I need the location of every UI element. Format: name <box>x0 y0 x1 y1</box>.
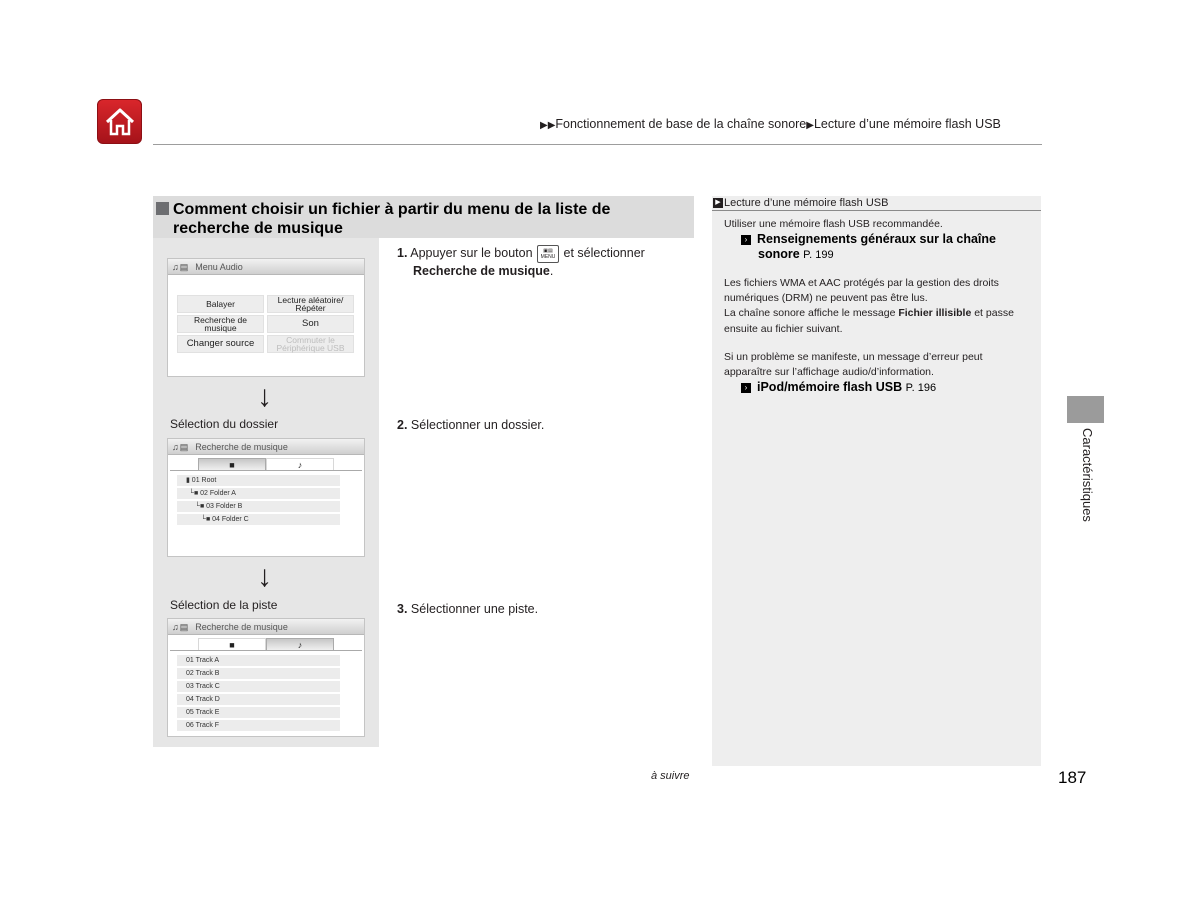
tab-folders[interactable] <box>198 638 266 650</box>
search-tabs <box>198 458 336 470</box>
track-row[interactable]: 04 Track D <box>177 694 340 705</box>
heading-square-icon <box>156 202 169 215</box>
notes-sidebar <box>712 196 1041 766</box>
folder-row[interactable]: └■ 04 Folder C <box>177 514 340 525</box>
breadcrumb-arrow-icon: ▶ <box>806 120 814 131</box>
random-repeat-button[interactable]: Lecture aléatoire/ Répéter <box>267 295 354 313</box>
folder-row[interactable]: └■ 02 Folder A <box>177 488 340 499</box>
note-text: apparaître sur l’affichage audio/d’information. <box>724 366 934 378</box>
menu-button-icon: ▣▤ MENU <box>537 245 559 263</box>
folder-icon: ■ <box>229 640 235 650</box>
tab-divider <box>170 650 362 651</box>
section-title: Comment choisir un fichier à partir du menu de la liste de recherche de musique <box>173 201 611 237</box>
scan-button[interactable]: Balayer <box>177 295 264 313</box>
home-icon <box>103 105 137 139</box>
track-row[interactable]: 01 Track A <box>177 655 340 666</box>
cross-reference-link[interactable]: › Renseignements généraux sur la chaîne <box>741 232 996 247</box>
cross-reference-link[interactable]: sonore P. 199 <box>758 247 834 261</box>
down-arrow-icon: ↓ <box>257 380 272 413</box>
search-tabs <box>198 638 336 650</box>
continued-note: à suivre <box>651 770 690 782</box>
note-text: ensuite au fichier suivant. <box>724 323 843 335</box>
audio-icon: ♫▤ <box>172 622 190 632</box>
down-arrow-icon: ↓ <box>257 560 272 593</box>
notes-heading: ▶ Lecture d’une mémoire flash USB <box>712 196 1041 211</box>
breadcrumb-arrow-icon: ▶▶ <box>540 120 556 131</box>
note-marker-icon: ▶ <box>713 198 723 208</box>
music-search-button[interactable]: Recherche de musique <box>177 315 264 333</box>
chapter-tab-label[interactable]: Caractéristiques <box>1080 428 1095 522</box>
cross-reference-link[interactable]: › iPod/mémoire flash USB P. 196 <box>741 380 936 396</box>
track-row[interactable]: 05 Track E <box>177 707 340 718</box>
track-selection-caption: Sélection de la piste <box>170 598 278 612</box>
tab-tracks[interactable] <box>266 638 334 650</box>
track-row[interactable]: 06 Track F <box>177 720 340 731</box>
folder-selection-caption: Sélection du dossier <box>170 417 279 431</box>
step-2: 2. Sélectionner un dossier. <box>397 418 545 432</box>
sound-button[interactable]: Son <box>267 315 354 333</box>
note-text: numériques (DRM) ne peuvent pas être lus. <box>724 292 928 304</box>
note-text: Utiliser une mémoire flash USB recommandée. <box>724 218 943 230</box>
note-text: Si un problème se manifeste, un message d’erreur peut <box>724 351 983 363</box>
folder-search-screen <box>167 438 365 557</box>
tab-tracks[interactable] <box>266 458 334 470</box>
note-text: La chaîne sonore affiche le message Fichier illisible et passe <box>724 307 1014 319</box>
tab-folders[interactable] <box>198 458 266 470</box>
screens-panel <box>153 238 379 747</box>
music-note-icon: ♪ <box>297 460 303 470</box>
audio-icon: ♫▤ <box>172 262 190 272</box>
screen-title-bar: ♫▤ Recherche de musique <box>168 439 364 455</box>
folder-row[interactable]: └■ 03 Folder B <box>177 501 340 512</box>
switch-usb-device-button[interactable]: Commuter le Périphérique USB <box>267 335 354 353</box>
audio-icon: ♫▤ <box>172 442 190 452</box>
step-1-continued: Recherche de musique. <box>413 264 554 278</box>
music-note-icon: ♪ <box>297 640 303 650</box>
step-3: 3. Sélectionner une piste. <box>397 602 539 616</box>
folder-icon: ■ <box>229 460 235 470</box>
track-row[interactable]: 03 Track C <box>177 681 340 692</box>
track-search-screen <box>167 618 365 737</box>
chapter-tab-marker[interactable] <box>1067 396 1104 423</box>
menu-audio-screen <box>167 258 365 377</box>
breadcrumb-link-1[interactable]: Fonctionnement de base de la chaîne sonore <box>555 117 807 131</box>
page-number: 187 <box>1058 768 1087 787</box>
change-source-button[interactable]: Changer source <box>177 335 264 353</box>
track-row[interactable]: 02 Track B <box>177 668 340 679</box>
folder-row[interactable]: ▮ 01 Root <box>177 475 340 486</box>
screen-title-bar: ♫▤ Menu Audio <box>168 259 364 275</box>
reference-arrow-icon: › <box>741 383 751 393</box>
screen-title-bar: ♫▤ Recherche de musique <box>168 619 364 635</box>
breadcrumb <box>540 117 1001 131</box>
breadcrumb-link-2[interactable]: Lecture d’une mémoire flash USB <box>813 117 1001 131</box>
note-text: Les fichiers WMA et AAC protégés par la gestion des droits <box>724 277 999 289</box>
section-heading <box>153 196 694 238</box>
folder-icon: └■ <box>189 490 201 497</box>
folder-icon: └■ <box>201 516 213 523</box>
folder-icon: ▮ <box>186 477 192 484</box>
reference-arrow-icon: › <box>741 235 751 245</box>
folder-icon: └■ <box>195 503 207 510</box>
tab-divider <box>170 470 362 471</box>
step-1: 1. Appuyer sur le bouton ▣▤ MENU et sélectionner <box>397 244 645 263</box>
header-divider <box>153 144 1042 145</box>
home-button[interactable] <box>97 99 142 144</box>
